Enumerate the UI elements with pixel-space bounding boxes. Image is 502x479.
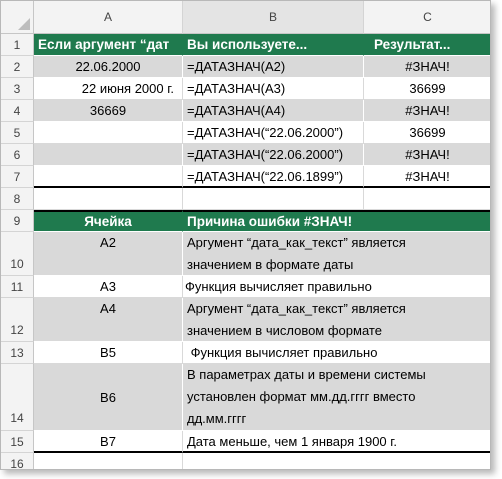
- row-header-15[interactable]: 15: [1, 431, 34, 453]
- row-header-9[interactable]: 9: [1, 210, 34, 232]
- cell-a3[interactable]: 22 июня 2000 г.: [34, 78, 183, 100]
- table2-header-cell[interactable]: Ячейка: [34, 210, 183, 232]
- cell-c4[interactable]: #ЗНАЧ!: [364, 100, 491, 122]
- table2-reason-2[interactable]: Функция вычисляет правильно: [183, 276, 491, 298]
- table2-reason-4[interactable]: Функция вычисляет правильно: [183, 342, 491, 364]
- table2-header-reason[interactable]: Причина ошибки #ЗНАЧ!: [183, 210, 491, 232]
- table2-reason-3[interactable]: Аргумент “дата_как_текст” является значением в числовом формате: [183, 298, 491, 342]
- cell-b7[interactable]: =ДАТАЗНАЧ(“22.06.1899”): [183, 166, 364, 188]
- cell-c8[interactable]: [364, 188, 491, 210]
- cell-b16[interactable]: [183, 453, 491, 470]
- cell-b4[interactable]: =ДАТАЗНАЧ(A4): [183, 100, 364, 122]
- cell-b2[interactable]: =ДАТАЗНАЧ(A2): [183, 56, 364, 78]
- row-header-3[interactable]: 3: [1, 78, 34, 100]
- cell-a5[interactable]: [34, 122, 183, 144]
- cell-a6[interactable]: [34, 144, 183, 166]
- table2-cell-6[interactable]: B7: [34, 431, 183, 453]
- row-header-4[interactable]: 4: [1, 100, 34, 122]
- table1-header-c[interactable]: Результат...: [364, 34, 491, 56]
- cell-b8[interactable]: [183, 188, 364, 210]
- table2-reason-5[interactable]: В параметрах даты и времени системы установлен формат мм.дд.гггг вместо дд.мм.гггг: [183, 364, 491, 431]
- column-header-c[interactable]: C: [364, 1, 491, 34]
- cell-b3[interactable]: =ДАТАЗНАЧ(A3): [183, 78, 364, 100]
- row-header-11[interactable]: 11: [1, 276, 34, 298]
- select-all-corner[interactable]: [1, 1, 34, 34]
- table1-header-b[interactable]: Вы используете...: [183, 34, 364, 56]
- table2-cell-1[interactable]: A2: [34, 232, 183, 276]
- table2-cell-4[interactable]: B5: [34, 342, 183, 364]
- cell-a2[interactable]: 22.06.2000: [34, 56, 183, 78]
- cell-a8[interactable]: [34, 188, 183, 210]
- row-header-10[interactable]: 10: [1, 232, 34, 276]
- row-header-1[interactable]: 1: [1, 34, 34, 56]
- row-header-14[interactable]: 14: [1, 364, 34, 431]
- cell-c6[interactable]: #ЗНАЧ!: [364, 144, 491, 166]
- column-header-a[interactable]: A: [34, 1, 183, 34]
- row-header-8[interactable]: 8: [1, 188, 34, 210]
- cell-c3[interactable]: 36699: [364, 78, 491, 100]
- table2-reason-6[interactable]: Дата меньше, чем 1 января 1900 г.: [183, 431, 491, 453]
- cell-b6[interactable]: =ДАТАЗНАЧ(“22.06.2000”): [183, 144, 364, 166]
- row-header-2[interactable]: 2: [1, 56, 34, 78]
- row-header-6[interactable]: 6: [1, 144, 34, 166]
- table2-cell-2[interactable]: A3: [34, 276, 183, 298]
- row-header-12[interactable]: 12: [1, 298, 34, 342]
- row-header-7[interactable]: 7: [1, 166, 34, 188]
- cell-a4[interactable]: 36669: [34, 100, 183, 122]
- table1-header-a[interactable]: Если аргумент “дат: [34, 34, 183, 56]
- table2-reason-1[interactable]: Аргумент “дата_как_текст” является значением в формате даты: [183, 232, 491, 276]
- row-header-5[interactable]: 5: [1, 122, 34, 144]
- column-header-b[interactable]: B: [183, 1, 364, 34]
- cell-c7[interactable]: #ЗНАЧ!: [364, 166, 491, 188]
- table2-cell-3[interactable]: A4: [34, 298, 183, 342]
- cell-c2[interactable]: #ЗНАЧ!: [364, 56, 491, 78]
- cell-a7[interactable]: [34, 166, 183, 188]
- row-header-16[interactable]: 16: [1, 453, 34, 470]
- cell-c5[interactable]: 36699: [364, 122, 491, 144]
- table2-cell-5[interactable]: B6: [34, 364, 183, 431]
- cell-b5[interactable]: =ДАТАЗНАЧ(“22.06.2000”): [183, 122, 364, 144]
- row-header-13[interactable]: 13: [1, 342, 34, 364]
- cell-a16[interactable]: [34, 453, 183, 470]
